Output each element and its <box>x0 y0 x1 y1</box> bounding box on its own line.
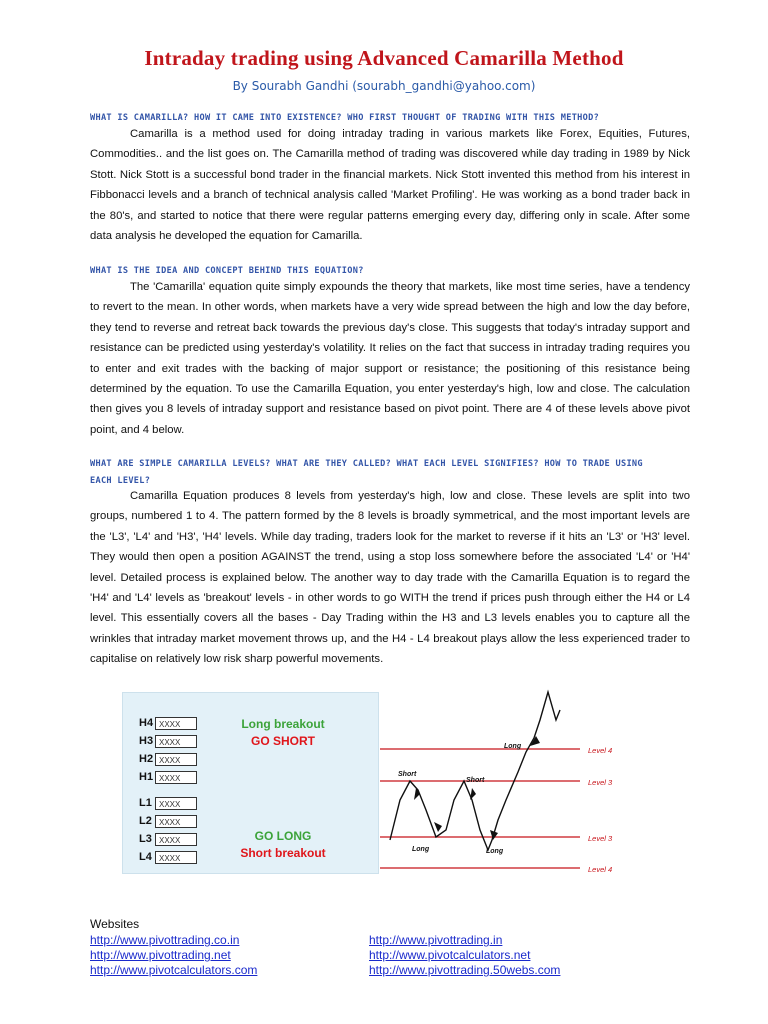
short-annotation-1: Short <box>398 771 417 778</box>
level-4-lower-label: Level 4 <box>588 865 613 874</box>
level-value-l1: XXXX <box>155 797 197 810</box>
short-arrow-2 <box>470 788 476 800</box>
websites-heading: Websites <box>90 917 140 931</box>
long-arrow-2 <box>490 830 498 840</box>
long-annotation-1: Long <box>412 846 430 853</box>
short-annotation-2: Short <box>466 777 485 784</box>
section-body-2: The 'Camarilla' equation quite simply expounds the theory that markets, like most time series, have a tendency to revert to the mean. In other words, when markets have a very wide spread between the high and low the day before, they tend to reverse and retreat back towards the previous day's close. This suggests that today's intraday support and resistance can be predicted using yesterday's volatility. It relies on the fact that success in intraday trading requires you to enter and exit trades with the backing of major support or resistance; the positioning of this resistance being determined by the equation. To use the Camarilla Equation, you enter yesterday's high, low and close. The calculation then gives you 8 levels of intraday support and resistance based on pivot point. There are 4 of these levels above pivot point, and 4 below. <box>90 281 690 436</box>
camarilla-levels-figure <box>122 692 379 874</box>
long-annotation-2: Long <box>486 848 504 855</box>
price-level-diagram <box>380 680 640 880</box>
link-pivottrading-net[interactable]: http://www.pivottrading.net <box>90 948 231 962</box>
level-value-l4: XXXX <box>155 851 197 864</box>
level-value-l3: XXXX <box>155 833 197 846</box>
section-heading-1: WHAT IS CAMARILLA? HOW IT CAME INTO EXISTENCE? WHO FIRST THOUGHT OF TRADING WITH THIS METHOD? <box>90 113 600 123</box>
author-byline: By Sourabh Gandhi (sourabh_gandhi@yahoo.com) <box>232 79 536 93</box>
level-label-l4: L4 <box>139 851 152 863</box>
long-breakout-label: Long breakout <box>241 717 325 731</box>
level-label-l1: L1 <box>139 797 152 809</box>
section-heading-3: WHAT ARE SIMPLE CAMARILLA LEVELS? WHAT ARE THEY CALLED? WHAT EACH LEVEL SIGNIFIES? HOW TO TRADE USING EACH LEVEL? <box>90 459 643 486</box>
level-value-h4: XXXX <box>155 717 197 730</box>
level-label-h4: H4 <box>139 717 154 729</box>
level-label-l2: L2 <box>139 815 152 827</box>
link-pivottrading-in[interactable]: http://www.pivottrading.in <box>369 933 503 947</box>
long-annotation-upper: Long <box>504 743 522 750</box>
level-value-h2: XXXX <box>155 753 197 766</box>
level-4-upper-label: Level 4 <box>588 746 613 755</box>
short-arrow-1 <box>414 788 420 800</box>
level-label-h3: H3 <box>139 735 154 747</box>
level-label-h2: H2 <box>139 753 154 765</box>
document-title: Intraday trading using Advanced Camarilla Method <box>144 46 624 70</box>
level-label-l3: L3 <box>139 833 152 845</box>
section-heading-2: WHAT IS THE IDEA AND CONCEPT BEHIND THIS EQUATION? <box>90 266 364 276</box>
level-3-upper-label: Level 3 <box>588 778 613 787</box>
link-pivottrading-co-in[interactable]: http://www.pivottrading.co.in <box>90 933 240 947</box>
level-value-h1: XXXX <box>155 771 197 784</box>
link-pivottrading-50webs[interactable]: http://www.pivottrading.50webs.com <box>369 963 561 977</box>
link-pivotcalculators-net[interactable]: http://www.pivotcalculators.net <box>369 948 531 962</box>
section-body-1: Camarilla is a method used for doing intraday trading in various markets like Forex, Equities, Futures, Commodities.. and the list goes on. The Camarilla method of trading was discovered while day trading in 1989 by Nick Stott. Nick Stott is a successful bond trader in the financial markets. Nick Stott invented this method from his interest in Fibbonacci levels and a branch of technical analysis called 'Market Profiling'. He was working as a bond trader back in the 80's, and started to notice that there were regular patterns emerging every day, differing only in scale. After some data analysis he developed the equation for Camarilla. <box>90 128 690 243</box>
short-breakout-label: Short breakout <box>240 846 326 860</box>
go-short-label: GO SHORT <box>250 734 315 748</box>
section-body-3: Camarilla Equation produces 8 levels from yesterday's high, low and close. These levels are split into two groups, numbered 1 to 4. The pattern formed by the 8 levels is broadly symmetrical, and the most important levels are the 'L3', 'L4' and 'H3', 'H4' levels. While day trading, traders look for the market to reverse if it hits an 'L3' or 'H3' level. They would then open a position AGAINST the trend, using a stop loss somewhere before the associated 'L4' or 'H4' level. Detailed process is explained below. The another way to day trade with the Camarilla Equation is to regard the 'H4' and 'L4' levels as 'breakout' levels - in other words to go WITH the trend if prices push through either the H4 or L4 level. This essentially covers all the bases - Day Trading within the H3 and L3 levels enables you to capture all the wrinkles that intraday market movement throws up, and the H4 - L4 breakout plays allow the less experienced trader to capitalise on relatively low risk sharp powerful movements. <box>90 490 690 666</box>
go-long-label: GO LONG <box>254 829 312 843</box>
level-value-l2: XXXX <box>155 815 197 828</box>
long-arrow-1 <box>434 822 442 832</box>
link-pivotcalculators-com[interactable]: http://www.pivotcalculators.com <box>90 963 258 977</box>
level-3-lower-label: Level 3 <box>588 834 613 843</box>
level-value-h3: XXXX <box>155 735 197 748</box>
level-label-h1: H1 <box>139 771 154 783</box>
